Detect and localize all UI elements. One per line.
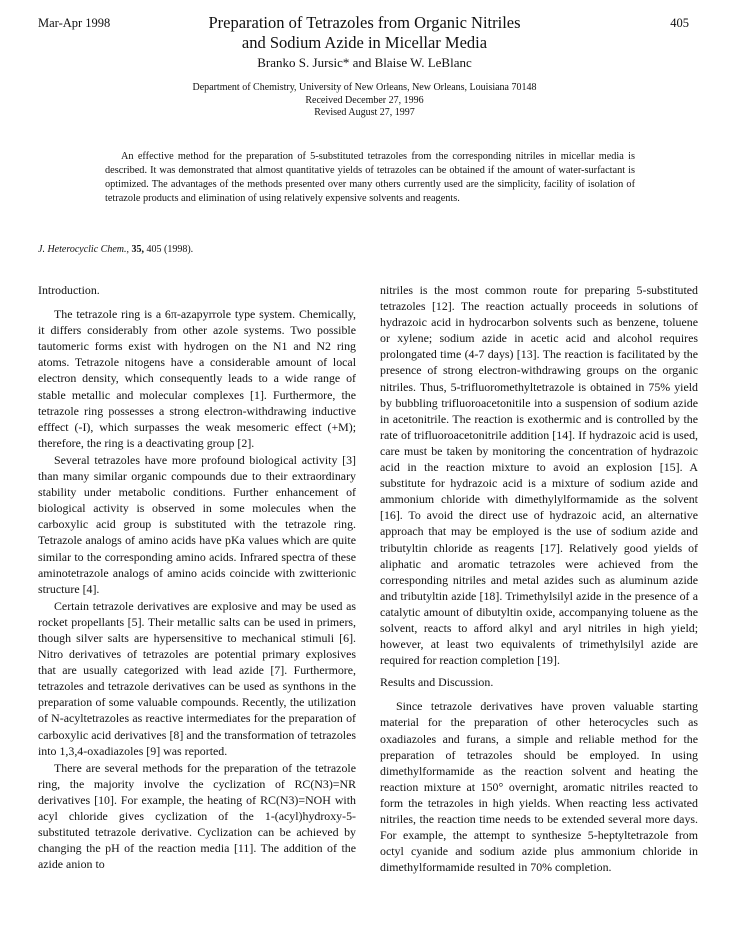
revised-date: Revised August 27, 1997 [314, 107, 415, 118]
page-number: 405 [670, 16, 689, 30]
paragraph: Several tetrazoles have more profound biological activity [3] than many similar organic compounds due to their extraordinary stability under metabolic conditions. Further enhancement of biological activity is observed in some molecules when the carboxylic acid group is substituted with the tetrazole ring. Tetrazole analogs of amino acids have pKa values which are quite similar to the corresponding amino acids. Infrared spectra of these aminotetrazole analogs of amino acids coincide with zwitterionic structure [4]. [38, 452, 356, 596]
section-heading-introduction: Introduction. [38, 283, 100, 297]
paragraph: Certain tetrazole derivatives are explosive and may be used as rocket propellants [5]. Their metallic salts can be used in primers, though silver salts are hypersensitive to mechanical stimuli [6]. Nitro derivatives of tetrazoles are potential primary explosives that are usually categorized with lead azide [7]. Furthermore, tetrazoles and tetrazole derivatives can be used as synthons in the preparation of some valuable compounds. Recently, the utilization of N-acyltetrazoles as reactive intermediates for the preparation of carboxylic acid derivatives [8] and the transformation of tetrazoles into 1,3,4-oxadiazoles [9] was reported. [38, 598, 356, 758]
title-line-1: Preparation of Tetrazoles from Organic Nitriles [208, 13, 521, 32]
section-heading-results: Results and Discussion. [380, 675, 494, 690]
received-date: Received December 27, 1996 [305, 94, 424, 106]
paragraph: The tetrazole ring is a 6π-azapyrrole type system. Chemically, it differs considerably from other azole systems. Two possible tautomeric forms exist with hydrogen on the N1 and N2 ring atoms. Tetrazole nitogens have a considerable amount of local electron density, which consequently leads to a wide range of stable metallic and molecular complexes [1]. Furthermore, the tetrazole ring possesses a strong electron-withdrawing inductive efffect (-I), which surpasses the weak mesomeric effect (+M); therefore, the ring is a deactivating group [2]. [38, 307, 356, 450]
affiliation [0, 82, 729, 120]
authors: Branko S. Jursic* and Blaise W. LeBlanc [257, 55, 472, 70]
issue-date: Mar-Apr 1998 [38, 16, 111, 30]
article-title [120, 13, 609, 53]
citation-volume: 35, [131, 244, 144, 255]
right-column [380, 282, 698, 876]
paragraph: There are several methods for the preparation of the tetrazole ring, the majority involve the cyclization of RC(N3)=NR derivatives [10]. For example, the heating of RC(N3)=NOH with acyl chloride gives cyclization of the 1-(acyl)hydroxy-5-substituted tetrazole derivative. Cyclization can be achieved by changing the pH of the reaction media [11]. The addition of the azide anion to [38, 760, 356, 872]
department: Department of Chemistry, University of New Orleans, New Orleans, Louisiana 70148 [192, 82, 537, 93]
citation-pages: 405 (1998). [146, 244, 194, 255]
citation [38, 244, 193, 255]
paragraph: Since tetrazole derivatives have proven valuable starting material for the preparation of other heterocycles such as oxadiazoles and furans, a simple and reliable method for the preparation of tetrazoles should be employed. In using dimethylformamide as the reaction solvent and heating the reaction mixture at 150° overnight, aromatic nitriles reacted to form the tetrazoles in high yields. When reacting less activated nitriles, the reaction time needs to be extended several more days. For example, the attempt to synthesize 5-heptyltetrazole from octyl cyanide and sodium azide plus ammonium chloride in dimethylformamide resulted in 70% completion. [380, 699, 698, 875]
citation-journal: J. Heterocyclic Chem., [38, 244, 129, 255]
paragraph: nitriles is the most common route for preparing 5-substituted tetrazoles [12]. The reaction actually proceeds in solutions of hydrazoic acid in hydrocarbon solvents such as benzene, toluene or xylene; sodium azide in acetic acid and alcohol requires prolongated time (4-7 days) [13]. The reaction is facilitated by the presence of strong electron-withdrawing groups on the organic nitriles. Thus, 5-trifluoromethyltetrazole is obtained in 75% yield by bubbling trifluoroacetonitile into a suspension of sodium azide in acetonitrile. The reaction is exothermic and is controlled by the rate of trifluoroacetonitrile addition [14]. If hydrazoic acid is used, care must be taken by monitoring the concentration of hydrazoic acid in the reaction mixture to avoid an explosion [15]. A substitute for hydrazoic acid is a mixture of sodium azide and ammonium chloride with dimethylylformamide as the solvent [16]. To avoid the direct use of hydrazoic acid, an alternative approach that may be employed is the use of sodium azide and tributyltin chloride as reagents [17]. Relatively good yields of aliphatic and aromatic tetrazoles were achieved from the corresponding nitriles and metal azides such as aluminum azide and tributyltin azide [18]. Trimethylsilyl azide in the presence of a catalytic amount of dibutyltin oxide, accompanying toluene as the solvent, reacts to afford alkyl and aryl nitriles in high yield; however, at least two equivalents of trimethylsilyl azide are required for reaction completion [19]. [380, 283, 698, 668]
title-line-2: and Sodium Azide in Micellar Media [241, 33, 488, 52]
left-column [38, 282, 356, 873]
abstract: An effective method for the preparation of 5-substituted tetrazoles from the corresponding nitriles in micellar media is described. It was demonstrated that almost quantitative yields of tetrazoles can be obtained if the amount of water-surfactant is optimized. The advantages of the methods presented over many others currently used are the simplicity, facility of isolation of tetrazole products and elimination of using relatively expensive solvents and reagents. [105, 151, 635, 204]
